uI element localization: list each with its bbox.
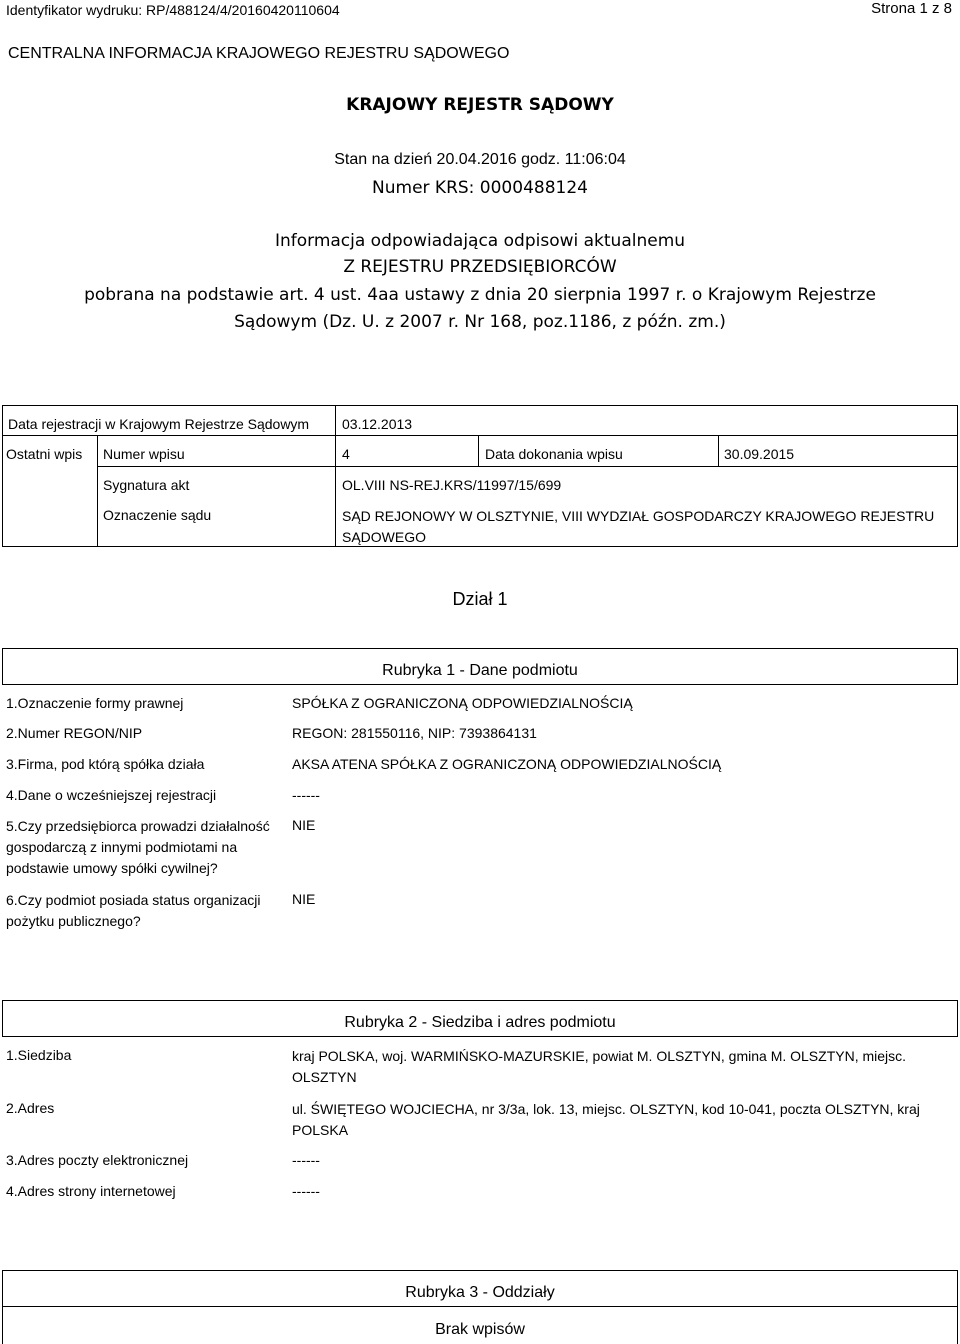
- entry-date-value: 30.09.2015: [724, 446, 795, 462]
- org-name: CENTRALNA INFORMACJA KRAJOWEGO REJESTRU SĄDOWEGO: [8, 45, 510, 62]
- info-line-2: Z REJESTRU PRZEDSIĘBIORCÓW: [343, 257, 617, 277]
- field-seat-label: 1.Siedziba: [6, 1047, 72, 1063]
- rubryka-3-title: Rubryka 3 - Oddziały: [405, 1284, 555, 1301]
- court-value: SĄD REJONOWY W OLSZTYNIE, VIII WYDZIAŁ GOSPODARCZY KRAJOWEGO REJESTRU SĄDOWEGO: [342, 508, 935, 545]
- registration-date-label: Data rejestracji w Krajowym Rejestrze Sądowym: [8, 416, 310, 432]
- field-email-value: ------: [292, 1152, 320, 1168]
- field-public-benefit-value: NIE: [292, 891, 316, 907]
- rubryka-1-title: Rubryka 1 - Dane podmiotu: [382, 662, 578, 679]
- field-civil-partnership-value: NIE: [292, 817, 316, 833]
- print-identifier: Identyfikator wydruku: RP/488124/4/20160420110604: [6, 2, 340, 18]
- field-website-value: ------: [292, 1183, 320, 1199]
- registration-date-value: 03.12.2013: [342, 416, 413, 432]
- field-address-value: ul. ŚWIĘTEGO WOJCIECHA, nr 3/3a, lok. 13, miejsc. OLSZTYN, kod 10-041, poczta OLSZTYN, kraj POLSKA: [292, 1101, 920, 1138]
- last-entry-label: Ostatni wpis: [6, 446, 83, 462]
- entry-number-value: 4: [342, 446, 350, 462]
- entry-number-label: Numer wpisu: [103, 446, 185, 462]
- registry-title: KRAJOWY REJESTR SĄDOWY: [346, 95, 614, 115]
- field-legal-form-label: 1.Oznaczenie formy prawnej: [6, 695, 184, 711]
- entry-date-label: Data dokonania wpisu: [485, 446, 623, 462]
- field-seat-value: kraj POLSKA, woj. WARMIŃSKO-MAZURSKIE, powiat M. OLSZTYN, gmina M. OLSZTYN, miejsc. OLSZTYN: [292, 1048, 907, 1085]
- rubryka-2-title: Rubryka 2 - Siedziba i adres podmiotu: [344, 1014, 616, 1031]
- field-company-name-value: AKSA ATENA SPÓŁKA Z OGRANICZONĄ ODPOWIEDZIALNOŚCIĄ: [292, 756, 722, 772]
- field-previous-registration-label: 4.Dane o wcześniejszej rejestracji: [6, 787, 217, 803]
- as-of-date: Stan na dzień 20.04.2016 godz. 11:06:04: [334, 151, 626, 168]
- field-public-benefit-label: 6.Czy podmiot posiada status organizacji pożytku publicznego?: [6, 892, 261, 929]
- legal-basis-line-2: Sądowym (Dz. U. z 2007 r. Nr 168, poz.1186, z późn. zm.): [234, 312, 726, 332]
- field-company-name-label: 3.Firma, pod którą spółka działa: [6, 756, 205, 772]
- field-legal-form-value: SPÓŁKA Z OGRANICZONĄ ODPOWIEDZIALNOŚCIĄ: [292, 695, 633, 711]
- section-title: Dział 1: [452, 589, 508, 609]
- info-line-1: Informacja odpowiadająca odpisowi aktualnemu: [274, 231, 686, 251]
- field-website-label: 4.Adres strony internetowej: [6, 1183, 176, 1199]
- case-signature-label: Sygnatura akt: [103, 477, 190, 493]
- field-regon-nip-label: 2.Numer REGON/NIP: [6, 725, 143, 741]
- field-email-label: 3.Adres poczty elektronicznej: [6, 1152, 189, 1168]
- court-label: Oznaczenie sądu: [103, 507, 212, 523]
- field-previous-registration-value: ------: [292, 787, 320, 803]
- field-regon-nip-value: REGON: 281550116, NIP: 7393864131: [292, 725, 537, 741]
- case-signature-value: OL.VIII NS-REJ.KRS/11997/15/699: [342, 477, 562, 493]
- field-civil-partnership-label: 5.Czy przedsiębiorca prowadzi działalność gospodarczą z innymi podmiotami na podstawie umowy spółki cywilnej?: [6, 818, 270, 876]
- legal-basis-line-1: pobrana na podstawie art. 4 ust. 4aa ustawy z dnia 20 sierpnia 1997 r. o Krajowym Rejestrze: [84, 285, 876, 305]
- rubryka-3-empty: Brak wpisów: [435, 1321, 525, 1338]
- field-address-label: 2.Adres: [6, 1100, 55, 1116]
- page-number: Strona 1 z 8: [871, 0, 952, 17]
- krs-number: Numer KRS: 0000488124: [372, 178, 588, 198]
